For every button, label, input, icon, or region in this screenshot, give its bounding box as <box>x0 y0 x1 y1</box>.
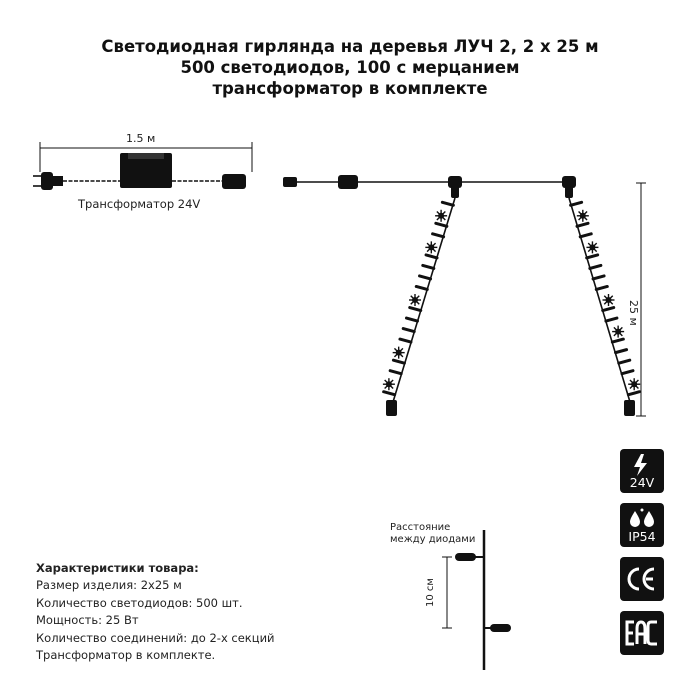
flicker-led-icon <box>577 210 589 222</box>
led-bulb-icon <box>580 234 591 237</box>
led-bulb-icon <box>590 265 601 268</box>
protection-text: IP54 <box>628 529 656 544</box>
transformer-caption: Трансформатор 24V <box>78 197 201 211</box>
flicker-led-icon <box>612 326 624 338</box>
output-connector <box>222 174 246 189</box>
spec-line: Мощность: 25 Вт <box>36 613 139 628</box>
specs-heading: Характеристики товара: <box>36 561 199 575</box>
spacing-caption-line-2: между диодами <box>390 534 476 545</box>
flicker-led-icon <box>586 241 598 253</box>
led-bulb-icon <box>603 308 614 311</box>
led-bulb-icon <box>436 223 447 226</box>
led-bulb-icon <box>426 255 437 258</box>
led-bulb-icon <box>410 308 421 311</box>
spec-line: Количество светодиодов: 500 шт. <box>36 595 243 610</box>
flicker-led-icon <box>425 241 437 253</box>
cable-length-label: 1.5 м <box>126 132 156 145</box>
led-bulb-icon <box>390 371 401 374</box>
title-line-3: трансформатор в комплекте <box>212 79 488 98</box>
spacing-detail <box>442 530 511 670</box>
end-cap-left <box>386 400 397 416</box>
led-bulb-icon <box>587 255 598 258</box>
title-line-1: Светодиодная гирлянда на деревья ЛУЧ 2, 2 x 25 м <box>101 37 599 56</box>
led-bulb-icon <box>433 234 444 237</box>
voltage-badge <box>620 449 664 493</box>
flicker-led-icon <box>383 378 395 390</box>
flicker-led-icon <box>393 347 405 359</box>
ce-badge <box>620 557 664 601</box>
led-bulb-icon <box>596 286 607 289</box>
led-bulb-icon <box>577 223 588 226</box>
main-cable <box>283 175 576 198</box>
flicker-led-icon <box>603 294 615 306</box>
led-bulb-icon <box>593 276 604 279</box>
led-bulb-icon <box>442 202 453 205</box>
ce-mark-icon <box>620 557 664 601</box>
end-cap-right <box>624 400 635 416</box>
plug-icon <box>33 172 63 190</box>
led-bulb-icon <box>416 286 427 289</box>
led-bulb-icon <box>393 360 404 363</box>
led-bulb-icon <box>403 329 414 332</box>
led-strand-left <box>383 198 455 416</box>
cable-controller <box>338 175 358 189</box>
led-bulb-icon <box>619 360 630 363</box>
led-bulb-icon <box>384 392 395 395</box>
flicker-led-icon <box>628 378 640 390</box>
led-bulb-icon <box>616 350 627 353</box>
title-line-2: 500 светодиодов, 100 с мерцанием <box>180 58 520 77</box>
ip-badge <box>620 503 664 547</box>
spec-line: Размер изделия: 2x25 м <box>36 578 182 593</box>
led-bulb-icon <box>400 339 411 342</box>
spacing-caption-line-1: Расстояние <box>390 522 451 533</box>
spec-line: Количество соединений: до 2-х секций <box>36 630 275 645</box>
led-bulb-icon <box>628 392 639 395</box>
led-bulb-icon <box>622 371 633 374</box>
led-bulb-icon <box>406 318 417 321</box>
led-bulb-icon <box>606 318 617 321</box>
led-bulb-icon <box>490 624 511 632</box>
eac-mark-icon <box>620 611 664 655</box>
flicker-led-icon <box>409 294 421 306</box>
led-bulb-icon <box>420 276 431 279</box>
spacing-distance-label: 10 см <box>425 578 436 607</box>
voltage-text: 24V <box>629 475 655 490</box>
led-bulb-icon <box>571 202 582 205</box>
length-label: 25 м <box>627 300 640 326</box>
specifications <box>36 560 275 664</box>
led-bulb-icon <box>612 339 623 342</box>
transformer-assembly <box>33 142 252 190</box>
eac-badge <box>620 611 664 655</box>
flicker-led-icon <box>435 210 447 222</box>
spec-line: Трансформатор в комплекте. <box>36 648 216 663</box>
led-bulb-icon <box>423 265 434 268</box>
led-bulb-icon <box>455 553 476 561</box>
